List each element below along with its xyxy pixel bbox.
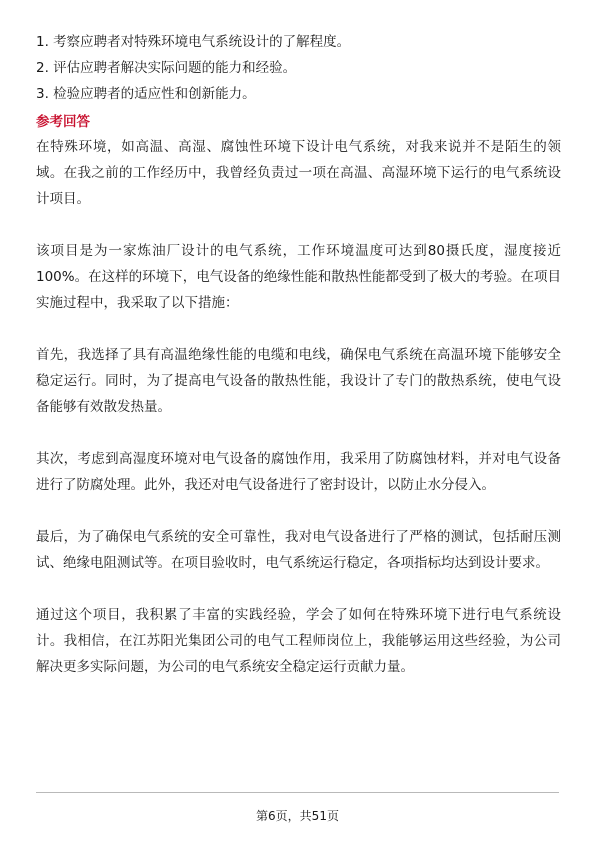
page-content [36, 32, 561, 680]
answer-heading: 参考回答 [36, 114, 90, 130]
answer-paragraph: 其次，考虑到高湿度环境对电气设备的腐蚀作用，我采用了防腐蚀材料，并对电气设备进行了防腐处理。此外，我还对电气设备进行了密封设计，以防止水分侵入。 [36, 451, 561, 493]
footer-divider [36, 792, 559, 793]
answer-paragraph: 通过这个项目，我积累了丰富的实践经验，学会了如何在特殊环境下进行电气系统设计。我相信，在江苏阳光集团公司的电气工程师岗位上，我能够运用这些经验，为公司解决更多实际问题，为公司的电气系统安全稳定运行贡献力量。 [36, 607, 561, 675]
answer-paragraph: 该项目是为一家炼油厂设计的电气系统，工作环境温度可达到80摄氏度，湿度接近100%。在这样的环境下，电气设备的绝缘性能和散热性能都受到了极大的考验。在项目实施过程中，我采取了以下措施： [36, 243, 561, 311]
list-item: 3. 检验应聘者的适应性和创新能力。 [36, 86, 256, 102]
answer-paragraph: 在特殊环境，如高温、高湿、腐蚀性环境下设计电气系统，对我来说并不是陌生的领域。在我之前的工作经历中，我曾经负责过一项在高温、高湿环境下运行的电气系统设计项目。 [36, 139, 561, 207]
answer-paragraph: 最后，为了确保电气系统的安全可靠性，我对电气设备进行了严格的测试，包括耐压测试、绝缘电阻测试等。在项目验收时，电气系统运行稳定，各项指标均达到设计要求。 [36, 529, 561, 571]
list-item: 1. 考察应聘者对特殊环境电气系统设计的了解程度。 [36, 34, 351, 50]
list-item: 2. 评估应聘者解决实际问题的能力和经验。 [36, 60, 297, 76]
page-number: 第6页，共51页 [256, 809, 339, 823]
answer-paragraph: 首先，我选择了具有高温绝缘性能的电缆和电线，确保电气系统在高温环境下能够安全稳定运行。同时，为了提高电气设备的散热性能，我设计了专门的散热系统，使电气设备能够有效散发热量。 [36, 347, 561, 415]
